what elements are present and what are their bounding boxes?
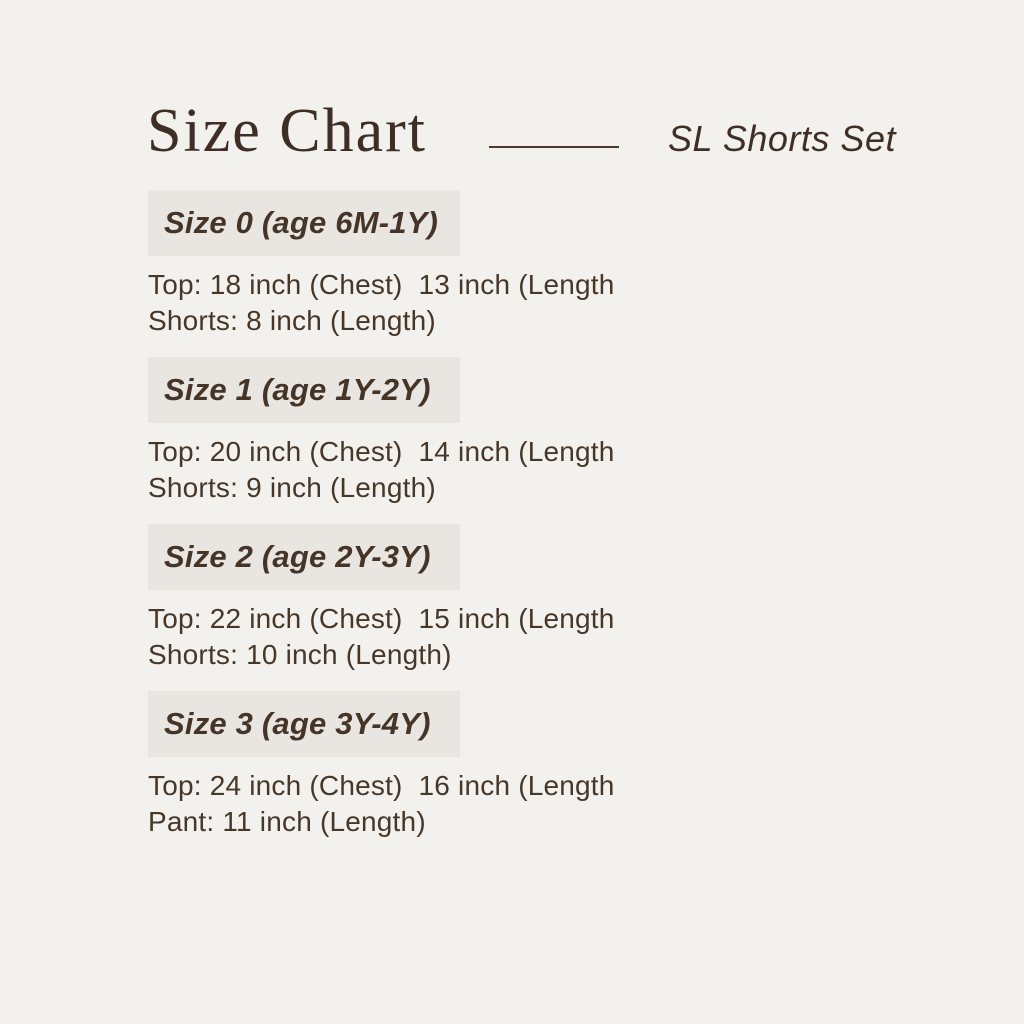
product-name: SL Shorts Set [668,118,896,159]
bottom-measurements: Shorts: 10 inch (Length) [148,639,452,670]
size-section-3 [148,691,615,840]
size-badge-label: Size 3 (age 3Y-4Y) [164,706,431,741]
size-badge-label: Size 2 (age 2Y-3Y) [164,539,431,574]
bottom-measurements: Shorts: 8 inch (Length) [148,305,436,336]
size-badge-1 [148,357,460,423]
title-rule-divider [489,146,619,148]
size-section-2 [148,524,615,673]
size-badge-0 [148,190,460,256]
size-section-0 [148,190,615,339]
bottom-measurements: Shorts: 9 inch (Length) [148,472,436,503]
top-measurements: Top: 18 inch (Chest) 13 inch (Length [148,269,615,300]
top-measurements: Top: 22 inch (Chest) 15 inch (Length [148,603,615,634]
top-measurements: Top: 20 inch (Chest) 14 inch (Length [148,436,615,467]
bottom-measurements: Pant: 11 inch (Length) [148,806,426,837]
page-title: Size Chart [147,97,427,165]
size-sections [148,190,615,858]
size-badge-label: Size 1 (age 1Y-2Y) [164,372,431,407]
size-section-1 [148,357,615,506]
top-measurements: Top: 24 inch (Chest) 16 inch (Length [148,770,615,801]
size-badge-2 [148,524,460,590]
size-badge-label: Size 0 (age 6M-1Y) [164,205,439,240]
size-badge-3 [148,691,460,757]
